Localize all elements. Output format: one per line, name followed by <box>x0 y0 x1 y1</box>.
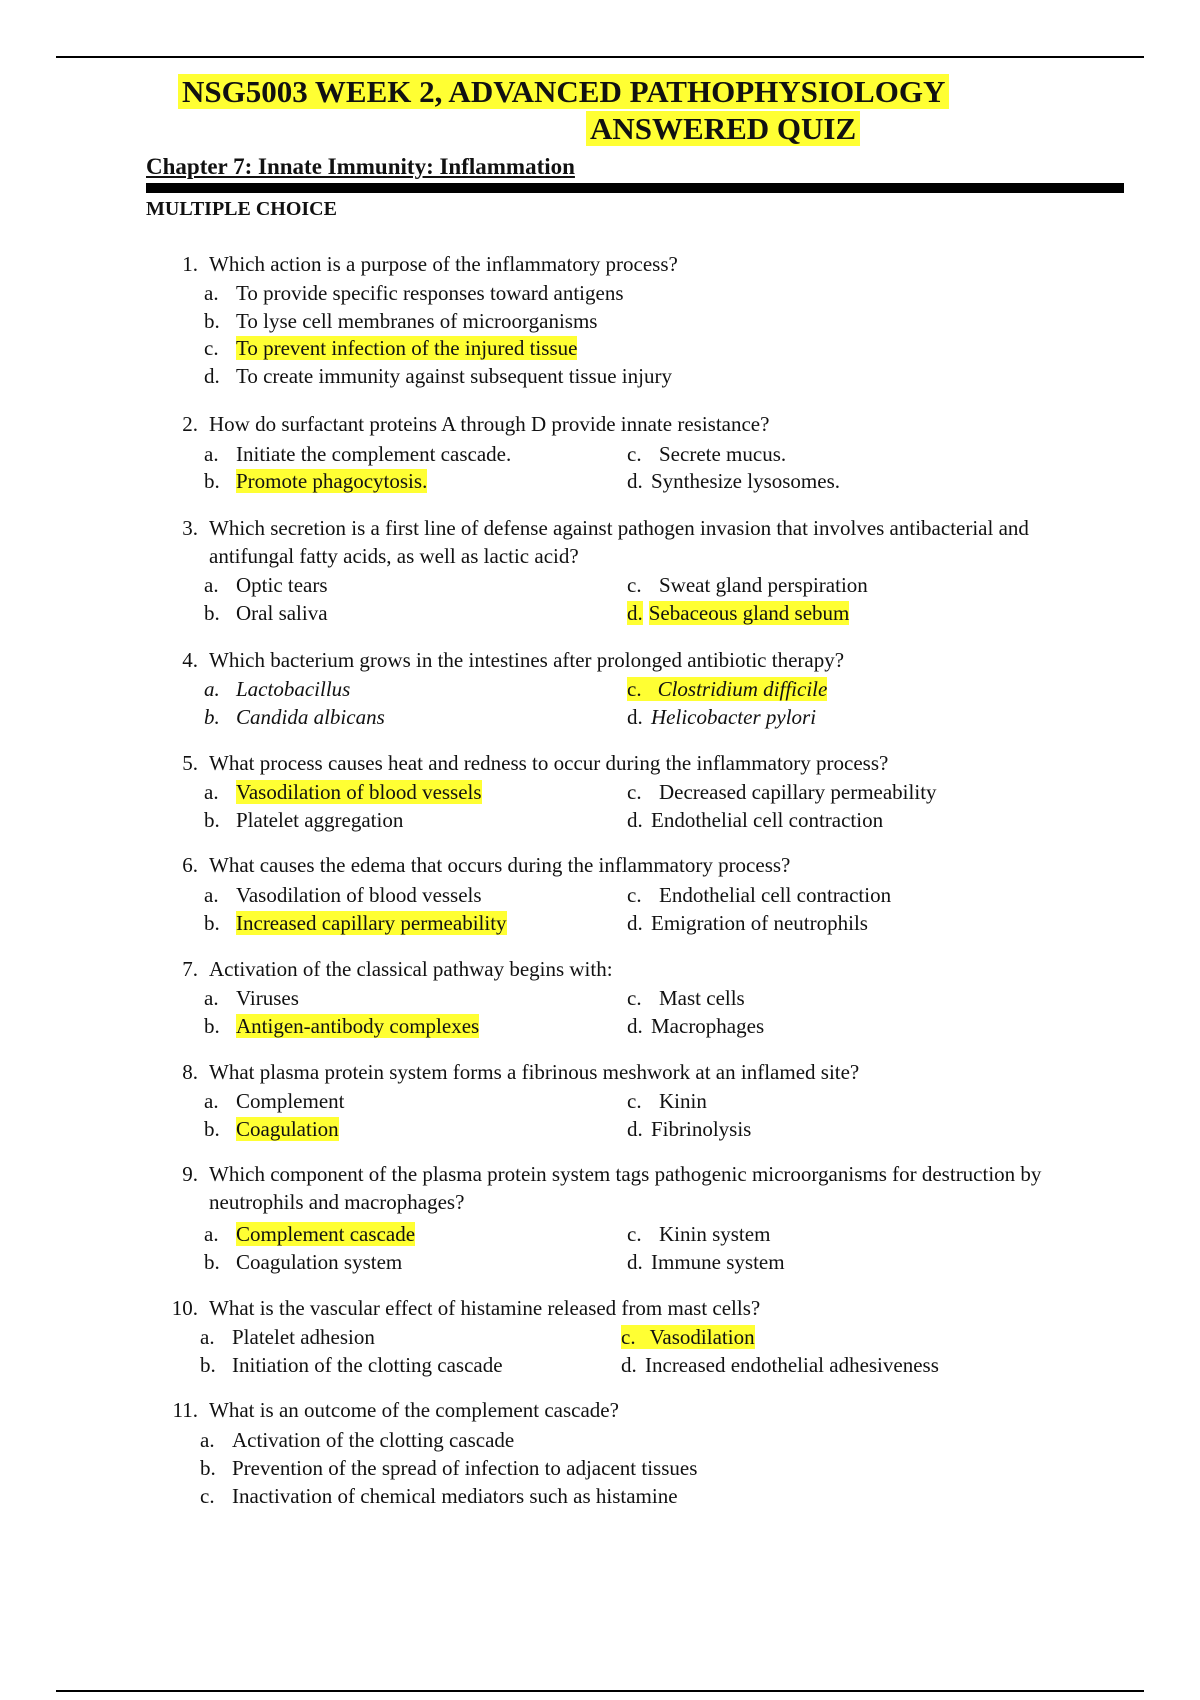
question-text: What causes the edema that occurs during the inflammatory process? <box>209 853 791 877</box>
option-b: b. Initiation of the clotting cascade <box>200 1353 503 1377</box>
question-number: 5. <box>182 751 198 775</box>
option-a: a. Vasodilation of blood vessels <box>204 883 482 907</box>
question-text: How do surfactant proteins A through D provide innate resistance? <box>209 412 770 436</box>
option-b: b. Oral saliva <box>204 601 328 625</box>
question-number: 2. <box>182 412 198 436</box>
question-text: Which action is a purpose of the inflammatory process? <box>209 252 678 276</box>
question-text: What process causes heat and redness to occur during the inflammatory process? <box>209 751 889 775</box>
option-a: a. To provide specific responses toward antigens <box>204 281 624 305</box>
option-a: a. Lactobacillus <box>204 677 351 701</box>
option-b: b. Candida albicans <box>204 705 385 729</box>
option-c: c. Kinin system <box>627 1222 771 1246</box>
page-title-line-2: ANSWERED QUIZ <box>586 111 860 147</box>
question-text: What plasma protein system forms a fibrinous meshwork at an inflamed site? <box>209 1060 860 1084</box>
option-d: d. Increased endothelial adhesiveness <box>621 1353 939 1377</box>
option-a-answer: a. Vasodilation of blood vessels <box>204 780 482 804</box>
option-d: d. Fibrinolysis <box>627 1117 752 1141</box>
option-c-answer: c. Vasodilation <box>621 1325 755 1349</box>
option-d-answer: d. Sebaceous gland sebum <box>627 601 850 625</box>
option-c: c. Endothelial cell contraction <box>627 883 892 907</box>
question-text: What is an outcome of the complement cascade? <box>209 1398 619 1422</box>
chapter-divider <box>146 183 1124 193</box>
option-d: d. Emigration of neutrophils <box>627 911 868 935</box>
question-number: 3. <box>182 516 198 540</box>
question-number: 11. <box>172 1398 198 1422</box>
option-a: a. Viruses <box>204 986 299 1010</box>
option-d: d. Macrophages <box>627 1014 765 1038</box>
option-b-answer: b. Promote phagocytosis. <box>204 469 428 493</box>
question-number: 9. <box>182 1162 198 1186</box>
question-text: Which component of the plasma protein system tags pathogenic microorganisms for destruction by neutrophils and macrophages? <box>209 1162 1042 1214</box>
option-d: d. Endothelial cell contraction <box>627 808 884 832</box>
option-b-answer: b. Increased capillary permeability <box>204 911 507 935</box>
question-text: What is the vascular effect of histamine released from mast cells? <box>209 1296 761 1320</box>
option-b: b. Coagulation system <box>204 1250 403 1274</box>
question-number: 7. <box>182 957 198 981</box>
question-number: 4. <box>182 648 198 672</box>
option-a: a. Activation of the clotting cascade <box>200 1428 515 1452</box>
question-text: Which secretion is a first line of defense against pathogen invasion that involves antibacterial and antifungal fatty acids, as well as lactic acid? <box>209 516 1029 568</box>
option-b-answer: b. Coagulation <box>204 1117 339 1141</box>
option-c: c. Sweat gland perspiration <box>627 573 868 597</box>
question-text: Activation of the classical pathway begins with: <box>209 957 613 981</box>
option-a: a. Initiate the complement cascade. <box>204 442 512 466</box>
option-a: a. Optic tears <box>204 573 328 597</box>
question-number: 8. <box>182 1060 198 1084</box>
option-d: d. To create immunity against subsequent tissue injury <box>204 364 672 388</box>
option-a-answer: a. Complement cascade <box>204 1222 416 1246</box>
option-b-answer: b. Antigen-antibody complexes <box>204 1014 480 1038</box>
option-c: c. Mast cells <box>627 986 745 1010</box>
bottom-rule <box>56 1690 1144 1692</box>
option-c: c. Kinin <box>627 1089 707 1113</box>
option-d: d. Synthesize lysosomes. <box>627 469 840 493</box>
option-a: a. Platelet adhesion <box>200 1325 375 1349</box>
page-title-line-1: NSG5003 WEEK 2, ADVANCED PATHOPHYSIOLOGY <box>178 74 949 110</box>
option-c-answer: c. Clostridium difficile <box>627 677 828 701</box>
question-text: Which bacterium grows in the intestines after prolonged antibiotic therapy? <box>209 648 845 672</box>
option-a: a. Complement <box>204 1089 345 1113</box>
option-b: b. Platelet aggregation <box>204 808 404 832</box>
question-number: 10. <box>171 1296 198 1320</box>
option-b: b. Prevention of the spread of infection to adjacent tissues <box>200 1456 698 1480</box>
option-c: c. Inactivation of chemical mediators such as histamine <box>200 1484 678 1508</box>
option-c: c. Decreased capillary permeability <box>627 780 937 804</box>
question-number: 1. <box>182 252 198 276</box>
option-c-answer: c. To prevent infection of the injured tissue <box>204 336 578 360</box>
option-d: d. Helicobacter pylori <box>627 705 817 729</box>
section-heading: MULTIPLE CHOICE <box>146 198 337 220</box>
question-number: 6. <box>182 853 198 877</box>
option-b: b. To lyse cell membranes of microorganisms <box>204 309 598 333</box>
chapter-heading: Chapter 7: Innate Immunity: Inflammation <box>146 154 575 179</box>
option-d: d. Immune system <box>627 1250 785 1274</box>
option-c: c. Secrete mucus. <box>627 442 787 466</box>
top-rule <box>56 56 1144 58</box>
